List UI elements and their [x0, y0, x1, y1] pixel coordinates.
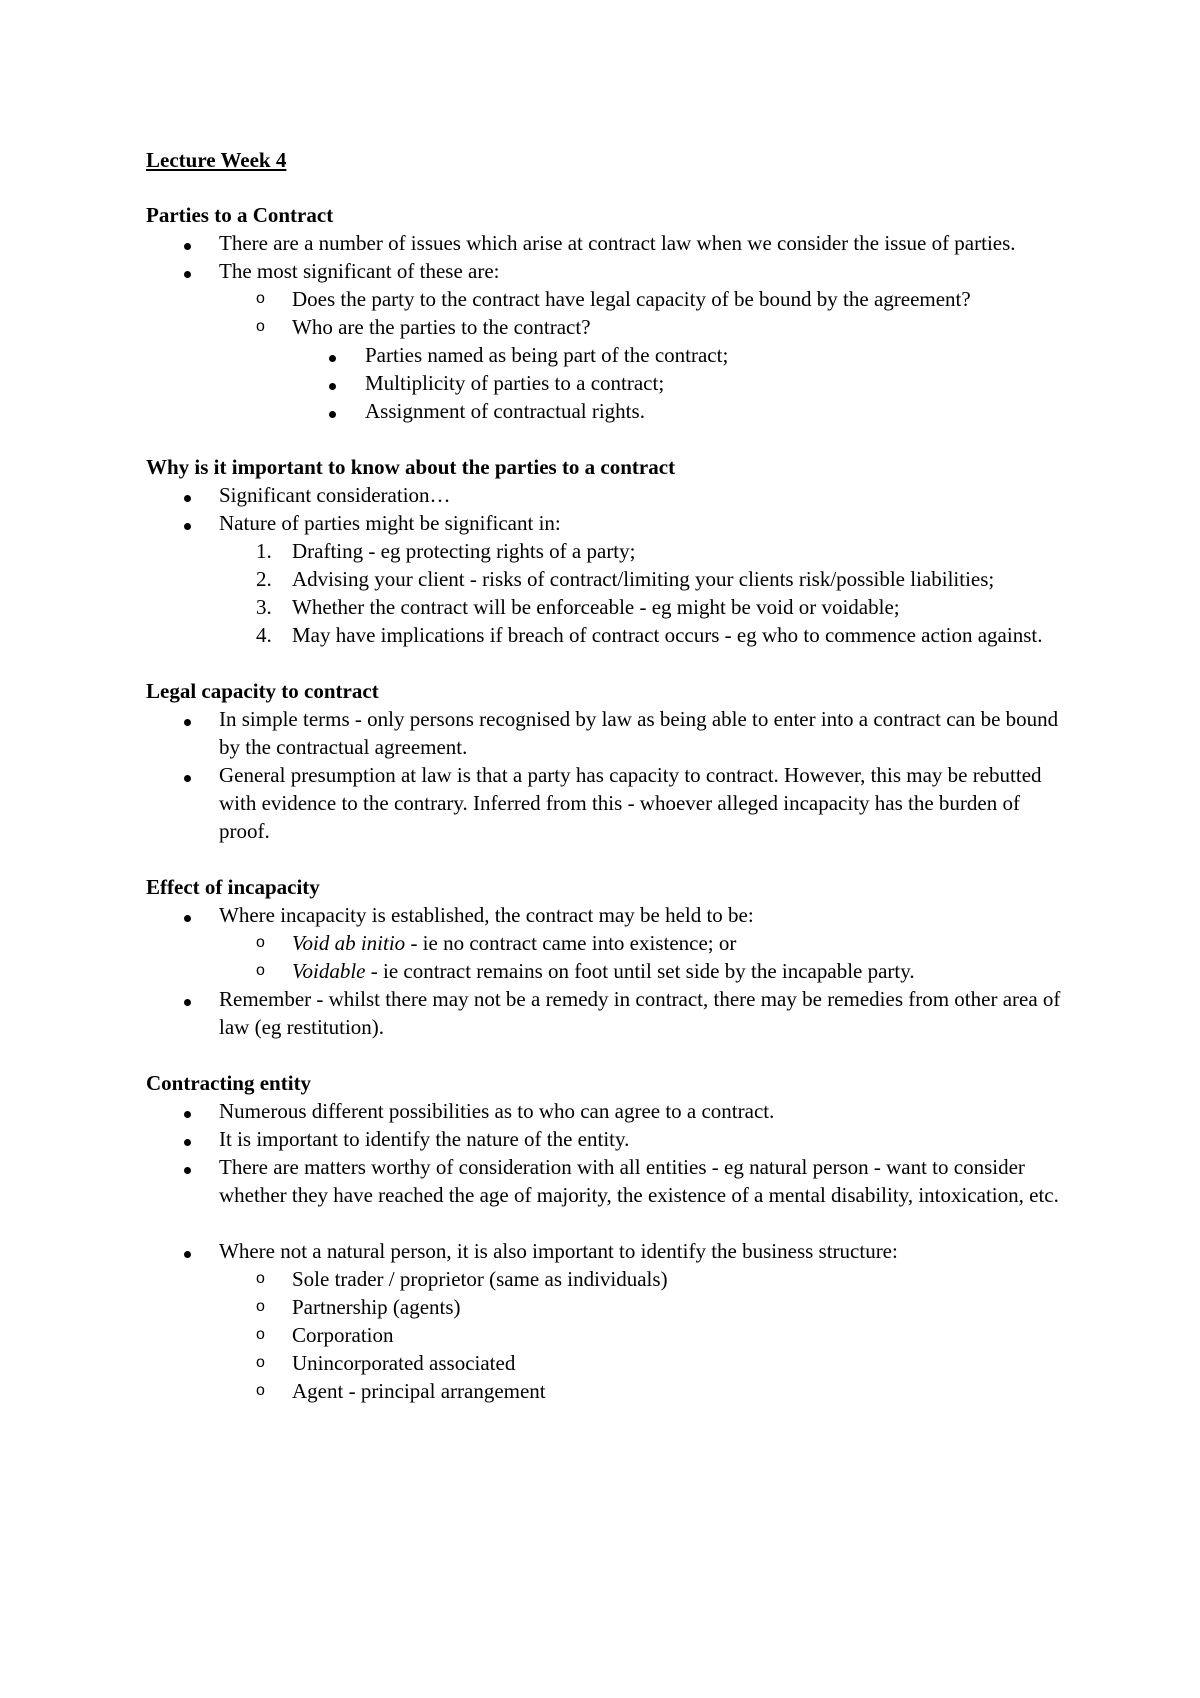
sub-bullet-list [219, 1265, 1066, 1405]
sub-sub-list-item-text: Assignment of contractual rights. [365, 399, 645, 423]
square-bullet-icon [329, 397, 336, 425]
bullet-icon [184, 481, 191, 509]
sub-list-item-text: - ie contract remains on foot until set side by the incapable party. [365, 959, 915, 983]
sub-list-item-text: Who are the parties to the contract? [292, 315, 591, 339]
page-title: Lecture Week 4 [146, 148, 287, 172]
numbered-item [219, 593, 1066, 621]
numbered-item [219, 565, 1066, 593]
bullet-icon [184, 1125, 191, 1153]
item-number: 3. [256, 595, 272, 619]
circle-bullet-icon: o [256, 1354, 265, 1371]
bullet-list [146, 705, 1066, 845]
circle-bullet-icon: o [256, 1326, 265, 1343]
bullet-icon [184, 1097, 191, 1125]
list-item [146, 761, 1066, 845]
sub-list-item [219, 1321, 1066, 1349]
bullet-icon [184, 985, 191, 1013]
circle-bullet-icon: o [256, 934, 265, 951]
list-item [146, 1097, 1066, 1125]
sub-list-item [219, 1265, 1066, 1293]
sub-list-item [219, 285, 1066, 313]
bullet-icon [184, 509, 191, 537]
bullet-icon [184, 1153, 191, 1181]
sub-list-item [219, 957, 1066, 985]
latin-term: Void ab initio [292, 931, 406, 955]
document-page [146, 146, 1066, 1405]
sub-list-item [219, 313, 1066, 425]
list-item [146, 901, 1066, 985]
item-number: 4. [256, 623, 272, 647]
bullet-icon [184, 257, 191, 285]
square-bullet-icon [329, 341, 336, 369]
bullet-icon [184, 901, 191, 929]
circle-bullet-icon: o [256, 1270, 265, 1287]
sub-list-item-text: Corporation [292, 1323, 394, 1347]
circle-bullet-icon: o [256, 318, 265, 335]
bullet-icon [184, 229, 191, 257]
list-item [146, 1237, 1066, 1405]
bullet-icon [184, 761, 191, 789]
circle-bullet-icon: o [256, 290, 265, 307]
numbered-item-text: Drafting - eg protecting rights of a party; [292, 539, 636, 563]
item-number: 1. [256, 539, 272, 563]
section-contracting-entity [146, 1069, 1066, 1405]
sub-list-item-text: Partnership (agents) [292, 1295, 461, 1319]
list-item-text: It is important to identify the nature of the entity. [219, 1127, 630, 1151]
sub-sub-list-item-text: Multiplicity of parties to a contract; [365, 371, 665, 395]
bullet-icon [184, 705, 191, 733]
sub-bullet-list [219, 929, 1066, 985]
section-effect-of-incapacity [146, 873, 1066, 1041]
section-legal-capacity [146, 677, 1066, 845]
term: Voidable [292, 959, 366, 983]
sub-sub-bullet-list [292, 341, 1066, 425]
section-heading: Effect of incapacity [146, 875, 320, 899]
list-item-text: General presumption at law is that a party has capacity to contract. However, this may be rebutted with evidence to the contrary. Inferred from this - whoever alleged incapacity has the burden of proof. [219, 763, 1042, 843]
section-heading: Legal capacity to contract [146, 679, 379, 703]
sub-list-item [219, 1349, 1066, 1377]
sub-list-item [219, 1377, 1066, 1405]
list-item [146, 1125, 1066, 1153]
list-item-text: Remember - whilst there may not be a remedy in contract, there may be remedies from other area of law (eg restitution). [219, 987, 1061, 1039]
bullet-list [146, 901, 1066, 1041]
sub-sub-list-item [292, 397, 1066, 425]
bullet-list [146, 481, 1066, 649]
item-number: 2. [256, 567, 272, 591]
sub-list-item [219, 929, 1066, 957]
sub-sub-list-item-text: Parties named as being part of the contract; [365, 343, 729, 367]
sub-list-item-text: Sole trader / proprietor (same as individuals) [292, 1267, 668, 1291]
list-item-text: Where incapacity is established, the contract may be held to be: [219, 903, 754, 927]
section-heading: Contracting entity [146, 1071, 312, 1095]
circle-bullet-icon: o [256, 1382, 265, 1399]
section-parties-to-a-contract [146, 201, 1066, 425]
bullet-list [146, 1237, 1066, 1405]
circle-bullet-icon: o [256, 1298, 265, 1315]
bullet-list [146, 1097, 1066, 1209]
list-item-text: In simple terms - only persons recognised by law as being able to enter into a contract can be bound by the contractual agreement. [219, 707, 1059, 759]
numbered-item [219, 537, 1066, 565]
sub-sub-list-item [292, 369, 1066, 397]
list-item [146, 229, 1066, 257]
list-item-text: Nature of parties might be significant in: [219, 511, 561, 535]
list-item-text: Significant consideration… [219, 483, 451, 507]
sub-list-item-text: Unincorporated associated [292, 1351, 516, 1375]
list-item [146, 509, 1066, 649]
sub-list-item-text: Agent - principal arrangement [292, 1379, 546, 1403]
square-bullet-icon [329, 369, 336, 397]
sub-list-item-text: - ie no contract came into existence; or [405, 931, 737, 955]
list-item-text: Numerous different possibilities as to who can agree to a contract. [219, 1099, 775, 1123]
list-item [146, 1153, 1066, 1209]
list-item-text: There are a number of issues which arise at contract law when we consider the issue of parties. [219, 231, 1016, 255]
sub-sub-list-item [292, 341, 1066, 369]
list-item [146, 257, 1066, 425]
section-heading: Why is it important to know about the parties to a contract [146, 455, 676, 479]
numbered-list [219, 537, 1066, 649]
numbered-item-text: Whether the contract will be enforceable - eg might be void or voidable; [292, 595, 900, 619]
section-why-important [146, 453, 1066, 649]
sub-bullet-list [219, 285, 1066, 425]
list-item-text: The most significant of these are: [219, 259, 500, 283]
numbered-item-text: May have implications if breach of contract occurs - eg who to commence action against. [292, 623, 1043, 647]
numbered-item [219, 621, 1066, 649]
section-heading: Parties to a Contract [146, 203, 334, 227]
numbered-item-text: Advising your client - risks of contract/limiting your clients risk/possible liabilities; [292, 567, 995, 591]
list-item-text: Where not a natural person, it is also important to identify the business structure: [219, 1239, 898, 1263]
circle-bullet-icon: o [256, 962, 265, 979]
list-item [146, 985, 1066, 1041]
bullet-icon [184, 1237, 191, 1265]
sub-list-item-text: Does the party to the contract have legal capacity of be bound by the agreement? [292, 287, 971, 311]
list-item [146, 481, 1066, 509]
bullet-list [146, 229, 1066, 425]
list-item-text: There are matters worthy of consideration with all entities - eg natural person - want to consider whether they have reached the age of majority, the existence of a mental disability, intoxication, etc. [219, 1155, 1059, 1207]
list-item [146, 705, 1066, 761]
sub-list-item [219, 1293, 1066, 1321]
